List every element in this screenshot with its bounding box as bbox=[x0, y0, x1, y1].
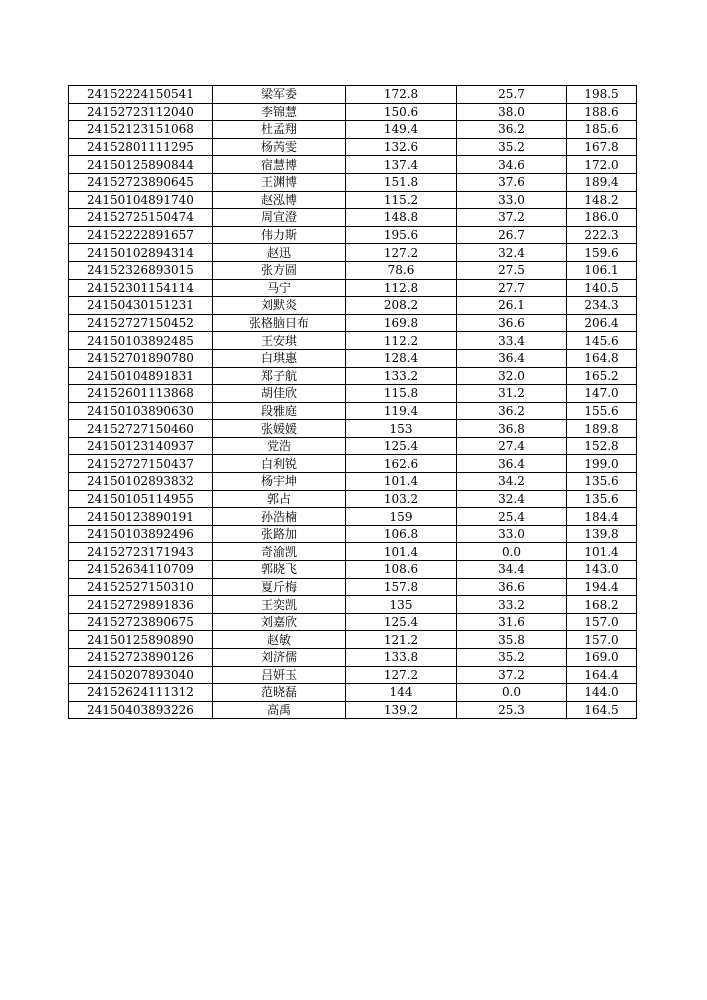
score1-cell: 159 bbox=[346, 508, 457, 526]
table-row bbox=[69, 332, 637, 350]
candidate-name-cell: 高禹 bbox=[213, 701, 346, 719]
candidate-name-cell: 张路加 bbox=[213, 525, 346, 543]
total-score-cell: 135.6 bbox=[567, 490, 637, 508]
table-row bbox=[69, 420, 637, 438]
total-score-cell: 194.4 bbox=[567, 578, 637, 596]
total-score-cell: 164.4 bbox=[567, 666, 637, 684]
candidate-id-cell: 24150207893040 bbox=[69, 666, 213, 684]
score2-cell: 36.2 bbox=[457, 121, 567, 139]
candidate-name-cell: 马宁 bbox=[213, 279, 346, 297]
candidate-name-cell: 张方圆 bbox=[213, 261, 346, 279]
candidate-id-cell: 24152301154114 bbox=[69, 279, 213, 297]
candidate-id-cell: 24152729891836 bbox=[69, 596, 213, 614]
score2-cell: 34.2 bbox=[457, 473, 567, 491]
score2-cell: 37.2 bbox=[457, 209, 567, 227]
candidate-name-cell: 范晓磊 bbox=[213, 684, 346, 702]
score2-cell: 36.8 bbox=[457, 420, 567, 438]
candidate-id-cell: 24152701890780 bbox=[69, 349, 213, 367]
candidate-id-cell: 24150125890844 bbox=[69, 156, 213, 174]
candidate-id-cell: 24152723890645 bbox=[69, 173, 213, 191]
total-score-cell: 155.6 bbox=[567, 402, 637, 420]
candidate-id-cell: 24150103892496 bbox=[69, 525, 213, 543]
candidate-id-cell: 24150123890191 bbox=[69, 508, 213, 526]
table-row bbox=[69, 684, 637, 702]
total-score-cell: 185.6 bbox=[567, 121, 637, 139]
score2-cell: 26.1 bbox=[457, 297, 567, 315]
table-row bbox=[69, 578, 637, 596]
score2-cell: 38.0 bbox=[457, 103, 567, 121]
candidate-name-cell: 奇渝凯 bbox=[213, 543, 346, 561]
score1-cell: 151.8 bbox=[346, 173, 457, 191]
score1-cell: 106.8 bbox=[346, 525, 457, 543]
total-score-cell: 199.0 bbox=[567, 455, 637, 473]
score2-cell: 35.2 bbox=[457, 649, 567, 667]
candidate-id-cell: 24152723112040 bbox=[69, 103, 213, 121]
total-score-cell: 188.6 bbox=[567, 103, 637, 121]
table-row bbox=[69, 613, 637, 631]
candidate-id-cell: 24150102894314 bbox=[69, 244, 213, 262]
table-row bbox=[69, 473, 637, 491]
score2-cell: 36.6 bbox=[457, 578, 567, 596]
table-row bbox=[69, 561, 637, 579]
score1-cell: 127.2 bbox=[346, 666, 457, 684]
total-score-cell: 148.2 bbox=[567, 191, 637, 209]
candidate-id-cell: 24150123140937 bbox=[69, 437, 213, 455]
candidate-name-cell: 吕妍玉 bbox=[213, 666, 346, 684]
total-score-cell: 157.0 bbox=[567, 613, 637, 631]
candidate-name-cell: 郑子航 bbox=[213, 367, 346, 385]
candidate-name-cell: 杨宇坤 bbox=[213, 473, 346, 491]
table-row bbox=[69, 173, 637, 191]
score2-cell: 34.6 bbox=[457, 156, 567, 174]
table-row bbox=[69, 226, 637, 244]
candidate-id-cell: 24152624111312 bbox=[69, 684, 213, 702]
total-score-cell: 206.4 bbox=[567, 314, 637, 332]
score1-cell: 125.4 bbox=[346, 437, 457, 455]
candidate-name-cell: 赵泓博 bbox=[213, 191, 346, 209]
candidate-name-cell: 胡佳欣 bbox=[213, 385, 346, 403]
score2-cell: 31.2 bbox=[457, 385, 567, 403]
candidate-id-cell: 24152527150310 bbox=[69, 578, 213, 596]
score1-cell: 115.2 bbox=[346, 191, 457, 209]
total-score-cell: 159.6 bbox=[567, 244, 637, 262]
table-row bbox=[69, 385, 637, 403]
score1-cell: 195.6 bbox=[346, 226, 457, 244]
candidate-id-cell: 24152727150452 bbox=[69, 314, 213, 332]
candidate-id-cell: 24150104891831 bbox=[69, 367, 213, 385]
score1-cell: 149.4 bbox=[346, 121, 457, 139]
table-row bbox=[69, 437, 637, 455]
total-score-cell: 172.0 bbox=[567, 156, 637, 174]
table-row bbox=[69, 543, 637, 561]
score2-cell: 35.2 bbox=[457, 138, 567, 156]
candidate-id-cell: 24152634110709 bbox=[69, 561, 213, 579]
score1-cell: 153 bbox=[346, 420, 457, 438]
candidate-id-cell: 24150403893226 bbox=[69, 701, 213, 719]
candidate-name-cell: 党浩 bbox=[213, 437, 346, 455]
score1-cell: 137.4 bbox=[346, 156, 457, 174]
score1-cell: 115.8 bbox=[346, 385, 457, 403]
score1-cell: 162.6 bbox=[346, 455, 457, 473]
score2-cell: 0.0 bbox=[457, 543, 567, 561]
table-row bbox=[69, 297, 637, 315]
score1-cell: 135 bbox=[346, 596, 457, 614]
candidate-name-cell: 张格脑日布 bbox=[213, 314, 346, 332]
score2-cell: 32.4 bbox=[457, 490, 567, 508]
table-row bbox=[69, 209, 637, 227]
total-score-cell: 184.4 bbox=[567, 508, 637, 526]
score2-cell: 32.0 bbox=[457, 367, 567, 385]
candidate-id-cell: 24152123151068 bbox=[69, 121, 213, 139]
score1-cell: 132.6 bbox=[346, 138, 457, 156]
score1-cell: 119.4 bbox=[346, 402, 457, 420]
table-row bbox=[69, 596, 637, 614]
score2-cell: 31.6 bbox=[457, 613, 567, 631]
score2-cell: 35.8 bbox=[457, 631, 567, 649]
total-score-cell: 167.8 bbox=[567, 138, 637, 156]
candidate-name-cell: 宿慧博 bbox=[213, 156, 346, 174]
total-score-cell: 145.6 bbox=[567, 332, 637, 350]
score1-cell: 150.6 bbox=[346, 103, 457, 121]
candidate-name-cell: 张媛媛 bbox=[213, 420, 346, 438]
table-row bbox=[69, 86, 637, 104]
table-row bbox=[69, 649, 637, 667]
table-row bbox=[69, 121, 637, 139]
total-score-cell: 198.5 bbox=[567, 86, 637, 104]
candidate-id-cell: 24150103892485 bbox=[69, 332, 213, 350]
score2-cell: 36.2 bbox=[457, 402, 567, 420]
candidate-id-cell: 24150125890890 bbox=[69, 631, 213, 649]
table-row bbox=[69, 191, 637, 209]
candidate-name-cell: 杨芮雯 bbox=[213, 138, 346, 156]
table-row bbox=[69, 367, 637, 385]
candidate-name-cell: 梁军委 bbox=[213, 86, 346, 104]
candidate-name-cell: 夏斤梅 bbox=[213, 578, 346, 596]
total-score-cell: 168.2 bbox=[567, 596, 637, 614]
score2-cell: 32.4 bbox=[457, 244, 567, 262]
score1-cell: 133.2 bbox=[346, 367, 457, 385]
score1-cell: 133.8 bbox=[346, 649, 457, 667]
score1-cell: 101.4 bbox=[346, 473, 457, 491]
table-row bbox=[69, 508, 637, 526]
table-row bbox=[69, 402, 637, 420]
total-score-cell: 106.1 bbox=[567, 261, 637, 279]
score2-cell: 33.0 bbox=[457, 525, 567, 543]
table-row bbox=[69, 349, 637, 367]
score2-cell: 27.4 bbox=[457, 437, 567, 455]
score1-cell: 103.2 bbox=[346, 490, 457, 508]
score1-cell: 139.2 bbox=[346, 701, 457, 719]
score1-cell: 128.4 bbox=[346, 349, 457, 367]
candidate-id-cell: 24150102893832 bbox=[69, 473, 213, 491]
total-score-cell: 222.3 bbox=[567, 226, 637, 244]
table-row bbox=[69, 261, 637, 279]
score1-cell: 112.8 bbox=[346, 279, 457, 297]
score1-cell: 148.8 bbox=[346, 209, 457, 227]
score1-cell: 112.2 bbox=[346, 332, 457, 350]
table-row bbox=[69, 138, 637, 156]
candidate-id-cell: 24152222891657 bbox=[69, 226, 213, 244]
score2-cell: 25.4 bbox=[457, 508, 567, 526]
score2-cell: 34.4 bbox=[457, 561, 567, 579]
candidate-id-cell: 24150105114955 bbox=[69, 490, 213, 508]
score-table bbox=[68, 85, 637, 719]
candidate-id-cell: 24152601113868 bbox=[69, 385, 213, 403]
total-score-cell: 165.2 bbox=[567, 367, 637, 385]
total-score-cell: 189.4 bbox=[567, 173, 637, 191]
score2-cell: 27.5 bbox=[457, 261, 567, 279]
score2-cell: 0.0 bbox=[457, 684, 567, 702]
candidate-id-cell: 24152723890126 bbox=[69, 649, 213, 667]
candidate-name-cell: 赵迅 bbox=[213, 244, 346, 262]
table-row bbox=[69, 279, 637, 297]
candidate-id-cell: 24152727150460 bbox=[69, 420, 213, 438]
candidate-name-cell: 赵敏 bbox=[213, 631, 346, 649]
candidate-id-cell: 24152725150474 bbox=[69, 209, 213, 227]
score1-cell: 172.8 bbox=[346, 86, 457, 104]
table-row bbox=[69, 455, 637, 473]
score2-cell: 37.2 bbox=[457, 666, 567, 684]
candidate-name-cell: 王渊博 bbox=[213, 173, 346, 191]
candidate-name-cell: 刘默炎 bbox=[213, 297, 346, 315]
candidate-name-cell: 段雅庭 bbox=[213, 402, 346, 420]
score1-cell: 108.6 bbox=[346, 561, 457, 579]
candidate-id-cell: 24152727150437 bbox=[69, 455, 213, 473]
candidate-id-cell: 24150103890630 bbox=[69, 402, 213, 420]
candidate-name-cell: 李锦慧 bbox=[213, 103, 346, 121]
score2-cell: 37.6 bbox=[457, 173, 567, 191]
score1-cell: 121.2 bbox=[346, 631, 457, 649]
candidate-name-cell: 郭晓飞 bbox=[213, 561, 346, 579]
score1-cell: 169.8 bbox=[346, 314, 457, 332]
score1-cell: 144 bbox=[346, 684, 457, 702]
candidate-name-cell: 杜孟翔 bbox=[213, 121, 346, 139]
total-score-cell: 140.5 bbox=[567, 279, 637, 297]
total-score-cell: 186.0 bbox=[567, 209, 637, 227]
total-score-cell: 164.8 bbox=[567, 349, 637, 367]
score2-cell: 25.3 bbox=[457, 701, 567, 719]
score2-cell: 33.2 bbox=[457, 596, 567, 614]
score2-cell: 27.7 bbox=[457, 279, 567, 297]
score1-cell: 78.6 bbox=[346, 261, 457, 279]
score1-cell: 127.2 bbox=[346, 244, 457, 262]
candidate-id-cell: 24152723890675 bbox=[69, 613, 213, 631]
score2-cell: 36.4 bbox=[457, 455, 567, 473]
table-row bbox=[69, 244, 637, 262]
total-score-cell: 164.5 bbox=[567, 701, 637, 719]
score1-cell: 157.8 bbox=[346, 578, 457, 596]
table-row bbox=[69, 156, 637, 174]
score2-cell: 36.4 bbox=[457, 349, 567, 367]
score2-cell: 36.6 bbox=[457, 314, 567, 332]
candidate-name-cell: 王奕凯 bbox=[213, 596, 346, 614]
candidate-name-cell: 伟力斯 bbox=[213, 226, 346, 244]
candidate-name-cell: 孙浩楠 bbox=[213, 508, 346, 526]
score2-cell: 25.7 bbox=[457, 86, 567, 104]
total-score-cell: 135.6 bbox=[567, 473, 637, 491]
total-score-cell: 189.8 bbox=[567, 420, 637, 438]
score1-cell: 125.4 bbox=[346, 613, 457, 631]
score2-cell: 33.4 bbox=[457, 332, 567, 350]
table-row bbox=[69, 314, 637, 332]
candidate-id-cell: 24152723171943 bbox=[69, 543, 213, 561]
candidate-id-cell: 24152801111295 bbox=[69, 138, 213, 156]
total-score-cell: 169.0 bbox=[567, 649, 637, 667]
candidate-name-cell: 刘济儒 bbox=[213, 649, 346, 667]
table-row bbox=[69, 631, 637, 649]
score2-cell: 26.7 bbox=[457, 226, 567, 244]
table-row bbox=[69, 490, 637, 508]
candidate-name-cell: 白利锐 bbox=[213, 455, 346, 473]
candidate-name-cell: 王安琪 bbox=[213, 332, 346, 350]
total-score-cell: 101.4 bbox=[567, 543, 637, 561]
score2-cell: 33.0 bbox=[457, 191, 567, 209]
score-table-body bbox=[69, 86, 637, 719]
total-score-cell: 143.0 bbox=[567, 561, 637, 579]
total-score-cell: 147.0 bbox=[567, 385, 637, 403]
total-score-cell: 139.8 bbox=[567, 525, 637, 543]
table-row bbox=[69, 666, 637, 684]
candidate-name-cell: 白琪惠 bbox=[213, 349, 346, 367]
candidate-id-cell: 24150104891740 bbox=[69, 191, 213, 209]
total-score-cell: 152.8 bbox=[567, 437, 637, 455]
candidate-id-cell: 24152224150541 bbox=[69, 86, 213, 104]
total-score-cell: 144.0 bbox=[567, 684, 637, 702]
score1-cell: 208.2 bbox=[346, 297, 457, 315]
table-row bbox=[69, 525, 637, 543]
candidate-id-cell: 24152326893015 bbox=[69, 261, 213, 279]
table-row bbox=[69, 701, 637, 719]
table-row bbox=[69, 103, 637, 121]
candidate-id-cell: 24150430151231 bbox=[69, 297, 213, 315]
total-score-cell: 234.3 bbox=[567, 297, 637, 315]
candidate-name-cell: 郭占 bbox=[213, 490, 346, 508]
score1-cell: 101.4 bbox=[346, 543, 457, 561]
candidate-name-cell: 周宣澄 bbox=[213, 209, 346, 227]
total-score-cell: 157.0 bbox=[567, 631, 637, 649]
candidate-name-cell: 刘嘉欣 bbox=[213, 613, 346, 631]
